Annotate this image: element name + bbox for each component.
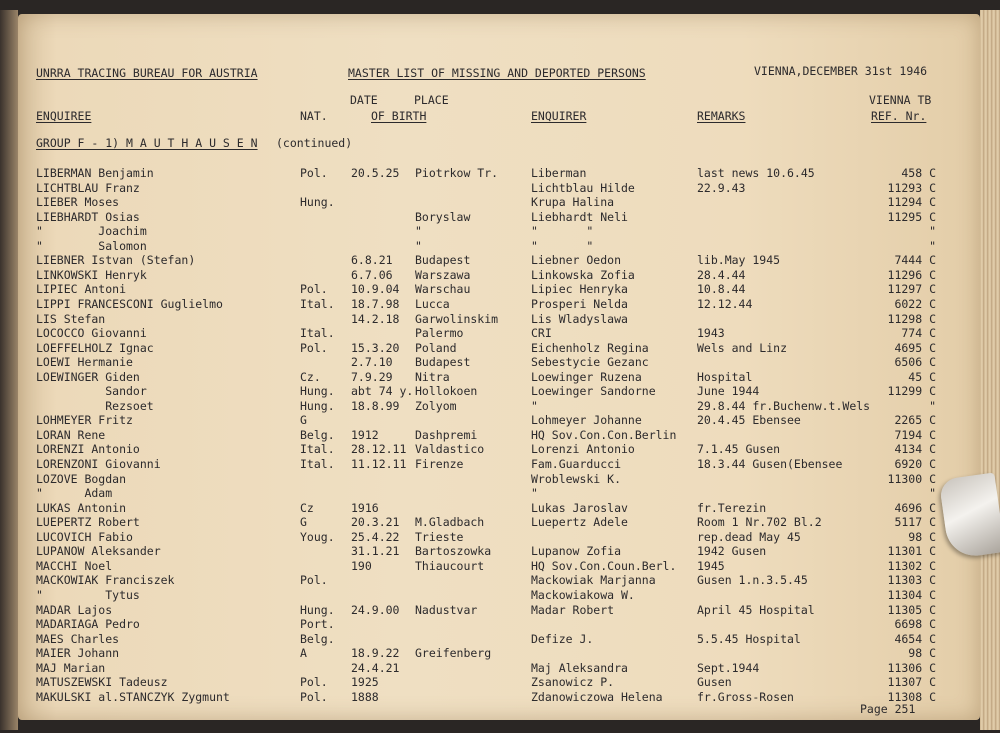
entry-birth-date: 18.7.98: [351, 296, 400, 311]
entry-remarks: 29.8.44 fr.Buchenw.t.Wels: [697, 398, 871, 413]
entry-name: LICHTBLAU Franz: [36, 180, 140, 195]
entry-remarks: June 1944: [697, 384, 760, 399]
entry-ref-number: ": [929, 486, 936, 501]
entry-enquirer: Maj Aleksandra: [531, 660, 628, 675]
entry-name: LIEBNER Istvan (Stefan): [36, 253, 196, 268]
entry-enquirer: Prosperi Nelda: [531, 296, 628, 311]
entry-birth-date: 24.9.00: [351, 602, 400, 617]
entry-remarks: Sept.1944: [697, 660, 760, 675]
entry-remarks: 5.5.45 Hospital: [697, 631, 801, 646]
entry-ref-number: 11293 C: [887, 180, 936, 195]
table-row: [18, 472, 980, 486]
entry-birth-place: ": [415, 238, 422, 253]
entry-remarks: Hospital: [697, 369, 753, 384]
document-page: [18, 14, 980, 720]
entry-enquirer: CRI: [531, 326, 552, 341]
entry-enquirer: Lukas Jaroslav: [531, 500, 628, 515]
entry-enquirer: ": [531, 398, 538, 413]
entry-birth-date: 11.12.11: [351, 457, 407, 471]
entry-birth-date: 1925: [351, 675, 379, 690]
entry-ref-number: 5117 C: [894, 515, 936, 530]
entry-birth-date: 6.8.21: [351, 253, 393, 268]
entry-name: LORAN Rene: [36, 427, 106, 442]
table-row: [18, 617, 980, 631]
entry-name: Rezsoet: [36, 398, 154, 413]
entry-enquirer: Eichenholz Regina: [531, 340, 649, 355]
entry-birth-date: 6.7.06: [351, 267, 393, 282]
entry-enquirer: Mackowiak Marjanna: [531, 573, 656, 588]
table-row: [18, 530, 980, 544]
col-place-label: PLACE: [414, 93, 449, 107]
entry-birth-date: 1912: [351, 427, 379, 442]
entry-ref-number: 11296 C: [887, 267, 936, 282]
entry-birth-place: M.Gladbach: [415, 515, 485, 530]
entry-ref-number: 4696 C: [894, 500, 936, 515]
table-row: [18, 282, 980, 296]
entry-name: LIPPI FRANCESCONI Guglielmo: [36, 296, 223, 311]
col-remarks: REMARKS: [697, 109, 746, 123]
entry-nationality: Pol.: [300, 340, 328, 355]
entry-ref-number: 774 C: [901, 326, 936, 341]
table-row: [18, 559, 980, 573]
entry-name: LIEBHARDT Osias: [36, 209, 140, 224]
entry-nationality: Cz.: [300, 369, 321, 384]
entry-birth-place: Boryslaw: [415, 209, 471, 224]
entry-enquirer: Luepertz Adele: [531, 515, 628, 530]
entry-nationality: G: [300, 413, 307, 428]
entry-birth-place: Poland: [415, 340, 457, 355]
entry-name: MADARIAGA Pedro: [36, 617, 140, 632]
entry-name: LUCOVICH Fabio: [36, 529, 133, 544]
col-enquirer: ENQUIRER: [531, 109, 587, 123]
table-row: [18, 210, 980, 224]
entry-name: Sandor: [36, 384, 147, 399]
table-row: [18, 428, 980, 442]
entry-ref-number: 11303 C: [887, 573, 936, 588]
entry-name: MAIER Johann: [36, 646, 120, 661]
table-row: [18, 661, 980, 675]
entry-name: LIPIEC Antoni: [36, 282, 127, 297]
col-ref: REF. Nr.: [871, 109, 927, 123]
entry-name: LUEPERTZ Robert: [36, 515, 140, 530]
entry-birth-place: Piotrkow Tr.: [415, 166, 499, 180]
entry-enquirer: Lorenzi Antonio: [531, 442, 635, 457]
entry-name: " Adam: [36, 486, 113, 501]
entry-name: LOZOVE Bogdan: [36, 471, 127, 486]
entry-nationality: Pol.: [300, 573, 328, 588]
entry-birth-place: Palermo: [415, 326, 464, 341]
entry-ref-number: 4695 C: [894, 340, 936, 355]
table-row: [18, 399, 980, 413]
entry-ref-number: 4654 C: [894, 631, 936, 646]
entry-name: LOEWI Hermanie: [36, 355, 133, 370]
entry-ref-number: 11299 C: [887, 384, 936, 399]
entry-birth-date: 1916: [351, 500, 379, 515]
book-spine: [0, 10, 18, 730]
entry-birth-date: 15.3.20: [351, 340, 400, 355]
entry-birth-place: Greifenberg: [415, 646, 492, 661]
entry-birth-place: Budapest: [415, 253, 471, 268]
entry-name: LIBERMAN Benjamin: [36, 166, 154, 180]
entry-birth-place: Garwolinskim: [415, 311, 499, 326]
entry-nationality: Hung.: [300, 384, 335, 399]
table-row: [18, 239, 980, 253]
entry-nationality: Hung.: [300, 195, 335, 210]
entry-remarks: lib.May 1945: [697, 253, 781, 268]
entry-nationality: Port.: [300, 617, 335, 632]
table-row: [18, 603, 980, 617]
entry-ref-number: 11308 C: [887, 689, 936, 704]
entry-birth-place: Dashpremi: [415, 427, 478, 442]
entry-enquirer: Krupa Halina: [531, 195, 615, 210]
entry-nationality: Cz: [300, 500, 314, 515]
col-nat: NAT.: [300, 109, 328, 123]
entry-nationality: Belg.: [300, 427, 335, 442]
entry-nationality: Ital.: [300, 326, 335, 341]
table-row: [18, 253, 980, 267]
entry-birth-date: 18.8.99: [351, 398, 400, 413]
table-row: [18, 195, 980, 209]
entry-birth-place: Valdastico: [415, 442, 485, 457]
entry-enquirer: Loewinger Ruzena: [531, 369, 642, 384]
table-row: [18, 646, 980, 660]
entry-birth-date: 24.4.21: [351, 660, 400, 675]
entry-enquirer: Linkowska Zofia: [531, 267, 635, 282]
entry-enquirer: " ": [531, 224, 594, 239]
entry-birth-place: Bartoszowka: [415, 544, 492, 559]
entry-remarks: last news 10.6.45: [697, 166, 815, 180]
entry-birth-date: 7.9.29: [351, 369, 393, 384]
table-row: [18, 384, 980, 398]
entry-birth-place: Warschau: [415, 282, 471, 297]
entry-enquirer: ": [531, 486, 538, 501]
entry-enquirer: Zdanowiczowa Helena: [531, 689, 663, 704]
entry-enquirer: Defize J.: [531, 631, 594, 646]
table-row: [18, 544, 980, 558]
entry-birth-place: Nitra: [415, 369, 450, 384]
table-row: [18, 181, 980, 195]
table-row: [18, 486, 980, 500]
entry-name: MACCHI Noel: [36, 558, 113, 573]
entry-ref-number: 11298 C: [887, 311, 936, 326]
entry-enquirer: Liebhardt Neli: [531, 209, 628, 224]
entry-nationality: Pol.: [300, 166, 328, 180]
table-row: [18, 268, 980, 282]
entry-name: LOHMEYER Fritz: [36, 413, 133, 428]
table-row: [18, 588, 980, 602]
entry-name: LOCOCCO Giovanni: [36, 326, 147, 341]
page-number: Page 251: [860, 702, 916, 716]
table-row: [18, 690, 980, 704]
entry-name: MACKOWIAK Franciszek: [36, 573, 175, 588]
entry-remarks: rep.dead May 45: [697, 529, 801, 544]
entry-ref-number: 11301 C: [887, 544, 936, 559]
entry-remarks: 7.1.45 Gusen: [697, 442, 781, 457]
table-row: [18, 413, 980, 427]
entry-birth-date: 190: [351, 558, 372, 573]
entry-ref-number: 6920 C: [894, 457, 936, 471]
entry-enquirer: HQ Sov.Con.Con.Berlin: [531, 427, 677, 442]
entry-remarks: 1945: [697, 558, 725, 573]
entry-remarks: fr.Gross-Rosen: [697, 689, 794, 704]
entry-ref-number: 11307 C: [887, 675, 936, 690]
entry-birth-place: Thiaucourt: [415, 558, 485, 573]
entry-enquirer: Liebner Oedon: [531, 253, 622, 268]
entry-ref-number: 11305 C: [887, 602, 936, 617]
entry-ref-number: 6022 C: [894, 296, 936, 311]
entry-ref-number: 11294 C: [887, 195, 936, 210]
col-of-birth: OF BIRTH: [371, 109, 427, 123]
entry-birth-date: 25.4.22: [351, 529, 400, 544]
entry-name: MADAR Lajos: [36, 602, 113, 617]
entry-enquirer: Mackowiakowa W.: [531, 587, 635, 602]
entry-remarks: 22.9.43: [697, 180, 746, 195]
entry-enquirer: Lichtblau Hilde: [531, 180, 635, 195]
entry-birth-date: abt 74 y.: [351, 384, 414, 399]
entry-nationality: Pol.: [300, 675, 328, 690]
table-row: [18, 297, 980, 311]
table-row: [18, 312, 980, 326]
entry-name: LORENZI Antonio: [36, 442, 140, 457]
group-label: GROUP F - 1) M A U T H A U S E N: [36, 136, 258, 150]
entry-ref-number: 11306 C: [887, 660, 936, 675]
entry-birth-place: Nadustvar: [415, 602, 478, 617]
entry-ref-number: 2265 C: [894, 413, 936, 428]
table-row: [18, 501, 980, 515]
entry-nationality: A: [300, 646, 307, 661]
entry-remarks: 18.3.44 Gusen(Ebensee: [697, 457, 843, 471]
entry-name: MAJ Marian: [36, 660, 106, 675]
page-stack-edge: [980, 10, 1000, 730]
entry-name: LOEWINGER Giden: [36, 369, 140, 384]
entry-name: LORENZONI Giovanni: [36, 457, 161, 471]
table-row: [18, 632, 980, 646]
entry-birth-date: 14.2.18: [351, 311, 400, 326]
entry-birth-place: Firenze: [415, 457, 464, 471]
table-row: [18, 573, 980, 587]
entry-enquirer: Sebestycie Gezanc: [531, 355, 649, 370]
entry-birth-place: Budapest: [415, 355, 471, 370]
entry-nationality: Ital.: [300, 442, 335, 457]
entry-remarks: Gusen 1.n.3.5.45: [697, 573, 808, 588]
entry-ref-number: 11302 C: [887, 558, 936, 573]
table-row: [18, 515, 980, 529]
entry-name: LINKOWSKI Henryk: [36, 267, 147, 282]
table-row: [18, 675, 980, 689]
entry-birth-date: 20.3.21: [351, 515, 400, 530]
entry-birth-place: Warszawa: [415, 267, 471, 282]
entry-ref-number: 11300 C: [887, 471, 936, 486]
col-enquiree: ENQUIREE: [36, 109, 92, 123]
entry-enquirer: Madar Robert: [531, 602, 615, 617]
table-row: [18, 442, 980, 456]
entry-enquirer: Lupanow Zofia: [531, 544, 622, 559]
entry-ref-number: 11297 C: [887, 282, 936, 297]
entry-nationality: G: [300, 515, 307, 530]
table-row: [18, 370, 980, 384]
entry-name: LOEFFELHOLZ Ignac: [36, 340, 154, 355]
entry-nationality: Pol.: [300, 282, 328, 297]
entry-ref-number: 11295 C: [887, 209, 936, 224]
entry-name: MATUSZEWSKI Tadeusz: [36, 675, 168, 690]
entry-birth-place: Trieste: [415, 529, 464, 544]
entry-birth-date: 31.1.21: [351, 544, 400, 559]
table-row: [18, 341, 980, 355]
entry-enquirer: Lipiec Henryka: [531, 282, 628, 297]
entry-ref-number: ": [929, 238, 936, 253]
entry-birth-date: 1888: [351, 689, 379, 704]
entry-name: MAES Charles: [36, 631, 120, 646]
entry-enquirer: Lis Wladyslawa: [531, 311, 628, 326]
col-date-label: DATE: [350, 93, 378, 107]
col-vienna-label: VIENNA TB: [869, 93, 932, 107]
header-title: MASTER LIST OF MISSING AND DEPORTED PERSONS: [348, 66, 646, 80]
entry-ref-number: ": [929, 398, 936, 413]
entry-enquirer: " ": [531, 238, 594, 253]
entry-nationality: Hung.: [300, 602, 335, 617]
entry-birth-date: 20.5.25: [351, 166, 400, 180]
entry-ref-number: 458 C: [901, 166, 936, 180]
entry-enquirer: Zsanowicz P.: [531, 675, 615, 690]
entry-enquirer: Liberman: [531, 166, 587, 180]
entry-ref-number: 98 C: [908, 646, 936, 661]
entry-birth-place: Zolyom: [415, 398, 457, 413]
entry-birth-place: ": [415, 224, 422, 239]
entry-ref-number: 7444 C: [894, 253, 936, 268]
entry-name: LUPANOW Aleksander: [36, 544, 161, 559]
entry-remarks: Wels and Linz: [697, 340, 788, 355]
table-row: [18, 355, 980, 369]
entry-ref-number: 11304 C: [887, 587, 936, 602]
entry-nationality: Pol.: [300, 689, 328, 704]
entry-birth-place: Hollokoen: [415, 384, 478, 399]
entry-name: " Tytus: [36, 587, 140, 602]
group-note: (continued): [276, 136, 353, 150]
entry-ref-number: 45 C: [908, 369, 936, 384]
entry-remarks: Room 1 Nr.702 Bl.2: [697, 515, 822, 530]
entry-birth-date: 28.12.11: [351, 442, 407, 457]
entry-enquirer: Loewinger Sandorne: [531, 384, 656, 399]
entry-name: " Joachim: [36, 224, 147, 239]
header-bureau: UNRRA TRACING BUREAU FOR AUSTRIA: [36, 66, 258, 80]
table-row: [18, 326, 980, 340]
entry-enquirer: Lohmeyer Johanne: [531, 413, 642, 428]
entry-remarks: 20.4.45 Ebensee: [697, 413, 801, 428]
entry-birth-date: 2.7.10: [351, 355, 393, 370]
entry-ref-number: ": [929, 224, 936, 239]
entry-name: LIS Stefan: [36, 311, 106, 326]
entry-ref-number: 6506 C: [894, 355, 936, 370]
entry-nationality: Ital.: [300, 457, 335, 471]
entry-birth-date: 10.9.04: [351, 282, 400, 297]
entry-ref-number: 6698 C: [894, 617, 936, 632]
entry-nationality: Youg.: [300, 529, 335, 544]
entry-name: MAKULSKI al.STANCZYK Zygmunt: [36, 689, 230, 704]
entry-enquirer: Wroblewski K.: [531, 471, 622, 486]
table-row: [18, 457, 980, 471]
entry-enquirer: Fam.Guarducci: [531, 457, 622, 471]
entry-remarks: 1943: [697, 326, 725, 341]
entry-remarks: 1942 Gusen: [697, 544, 767, 559]
entry-remarks: April 45 Hospital: [697, 602, 815, 617]
table-row: [18, 224, 980, 238]
entry-name: " Salomon: [36, 238, 147, 253]
entry-birth-date: 18.9.22: [351, 646, 400, 661]
entry-remarks: 28.4.44: [697, 267, 746, 282]
entry-remarks: 10.8.44: [697, 282, 746, 297]
entry-nationality: Belg.: [300, 631, 335, 646]
entry-ref-number: 98 C: [908, 529, 936, 544]
entry-remarks: Gusen: [697, 675, 732, 690]
header-date: VIENNA,DECEMBER 31st 1946: [754, 64, 928, 78]
entry-nationality: Ital.: [300, 296, 335, 311]
entry-nationality: Hung.: [300, 398, 335, 413]
entry-remarks: 12.12.44: [697, 296, 753, 311]
entry-name: LIEBER Moses: [36, 195, 120, 210]
entry-ref-number: 4134 C: [894, 442, 936, 457]
entry-name: LUKAS Antonin: [36, 500, 127, 515]
entry-birth-place: Lucca: [415, 296, 450, 311]
entry-enquirer: HQ Sov.Con.Coun.Berl.: [531, 558, 677, 573]
entry-remarks: fr.Terezin: [697, 500, 767, 515]
entry-ref-number: 7194 C: [894, 427, 936, 442]
table-row: [18, 166, 980, 180]
